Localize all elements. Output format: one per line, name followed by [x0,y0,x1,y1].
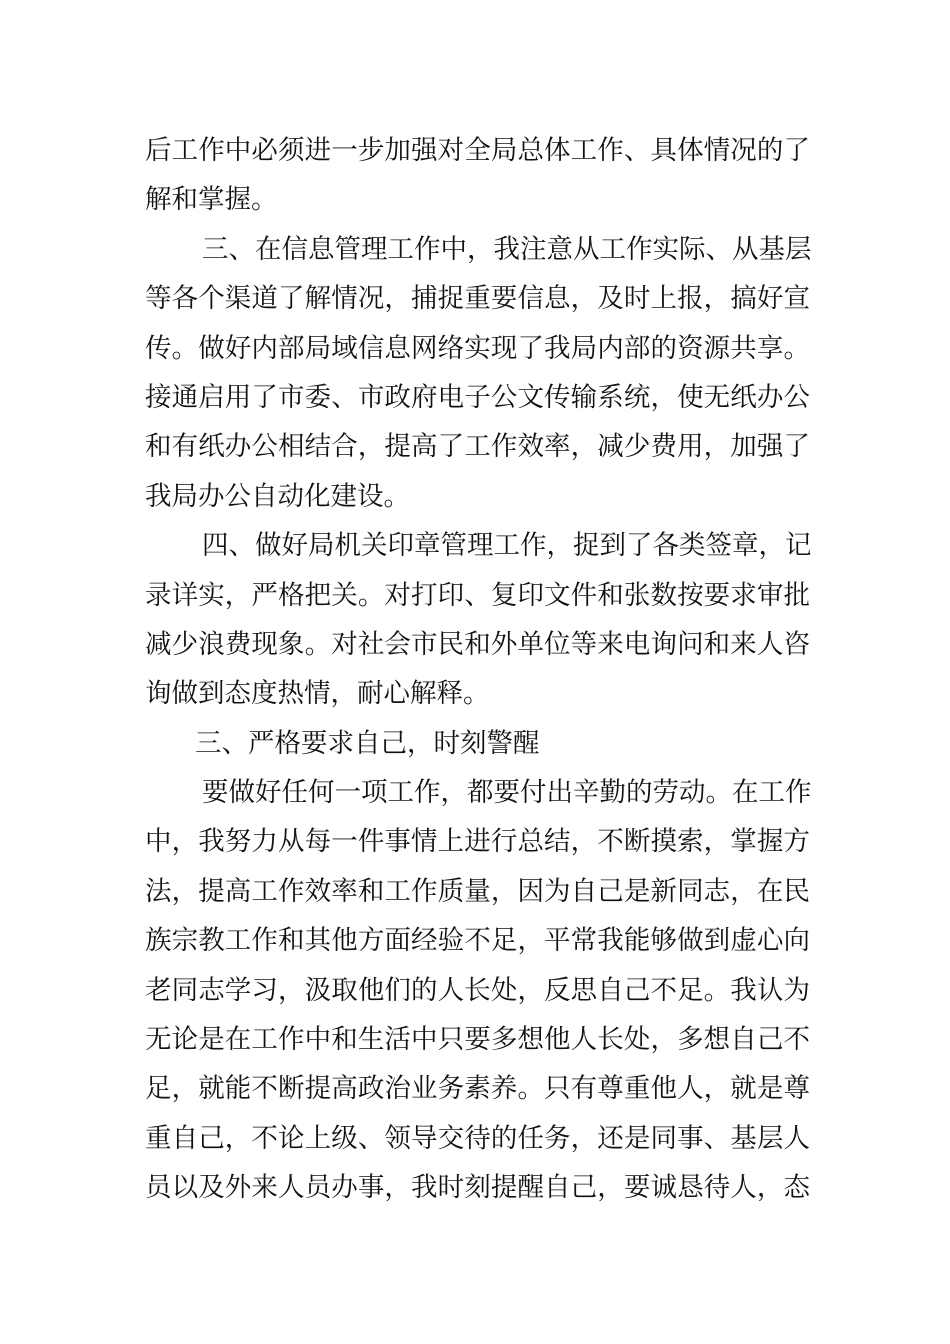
text-line: 足，就能不断提高政治业务素养。只有尊重他人，就是尊 [145,1073,810,1105]
text-line: 中，我努力从每一件事情上进行总结，不断摸索，掌握方 [145,826,810,858]
text-line: 和有纸办公相结合，提高了工作效率，减少费用，加强了 [145,431,810,463]
text-line: 等各个渠道了解情况，捕捉重要信息，及时上报，搞好宣 [145,283,810,315]
body-text [145,126,810,1213]
text-line: 重自己，不论上级、领导交待的任务，还是同事、基层人 [145,1122,810,1154]
text-line: 后工作中必须进一步加强对全局总体工作、具体情况的了 [145,135,810,166]
text-line: 减少浪费现象。对社会市民和外单位等来电询问和来人咨 [145,628,810,660]
text-line: 解和掌握。 [145,184,278,216]
text-line: 我局办公自动化建设。 [145,480,410,512]
text-line: 老同志学习，汲取他们的人长处，反思自己不足。我认为 [145,974,810,1006]
text-line: 录详实，严格把关。对打印、复印文件和张数按要求审批 [145,579,810,611]
paragraph-start-line: 四、做好局机关印章管理工作，捉到了各类签章，记 [202,530,812,562]
text-line: 族宗教工作和其他方面经验不足，平常我能够做到虚心向 [145,925,810,957]
text-line: 员以及外来人员办事，我时刻提醒自己，要诚恳待人，态 [145,1172,810,1204]
text-line: 无论是在工作中和生活中只要多想他人长处，多想自己不 [145,1024,810,1056]
text-line: 传。做好内部局域信息网络实现了我局内部的资源共享。 [145,332,810,364]
paragraph-start-line: 要做好任何一项工作，都要付出辛勤的劳动。在工作 [202,777,812,809]
text-line: 接通启用了市委、市政府电子公文传输系统，使无纸办公 [145,381,810,413]
paragraph-start-line: 三、在信息管理工作中，我注意从工作实际、从基层 [202,233,812,265]
section-heading: 三、严格要求自己，时刻警醒 [195,727,540,759]
text-line: 询做到态度热情，耐心解释。 [145,678,490,710]
text-line: 法，提高工作效率和工作质量，因为自己是新同志，在民 [145,875,810,907]
